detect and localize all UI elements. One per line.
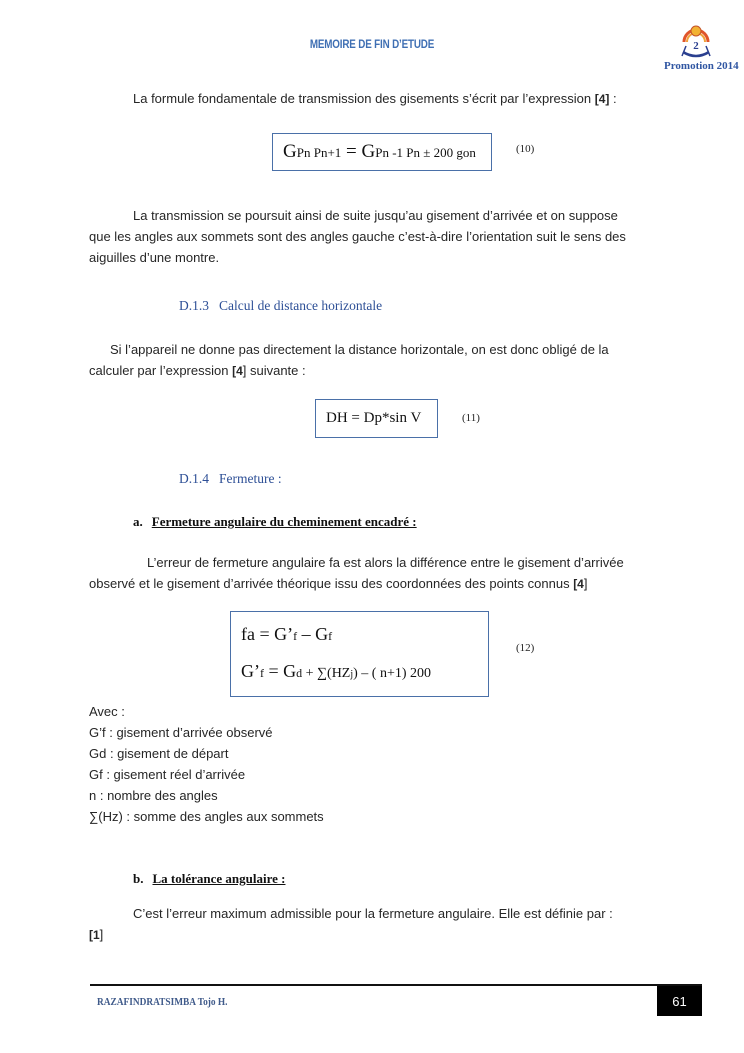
equation-number-10: (10) <box>516 143 535 155</box>
paragraph-line <box>89 573 587 595</box>
equation-11-box <box>315 399 438 438</box>
header-title: MEMOIRE DE FIN D’ETUDE <box>309 37 435 51</box>
legend-intro: Avec : <box>89 704 125 719</box>
footer-divider <box>90 984 702 986</box>
section-title: Calcul de distance horizontale <box>219 298 383 313</box>
subsection-letter: a. <box>133 514 143 529</box>
eq12-sub: f <box>260 666 264 680</box>
section-heading-d14 <box>179 471 282 487</box>
eq11-formula: DH = Dp*sin V <box>326 410 422 426</box>
eq12-part: ) – ( n+1) 200 <box>353 666 432 681</box>
page-number: 61 <box>657 986 702 1016</box>
paragraph-line: La transmission se poursuit ainsi de suite jusqu’au gisement d’arrivée et on suppose <box>133 208 618 223</box>
legend-item: G’f : gisement d’arrivée observé <box>89 725 273 740</box>
legend-item: ∑(Hz) : somme des angles aux sommets <box>89 809 324 824</box>
eq12-sub: d <box>296 666 303 680</box>
school-logo <box>678 22 714 60</box>
section-number: D.1.3 <box>179 298 209 313</box>
paragraph-text: observé et le gisement d’arrivée théorique issu des coordonnées des points connus <box>89 576 574 591</box>
paragraph-line <box>89 924 103 946</box>
paragraph-tail: : <box>609 91 617 106</box>
reference-marker: [1 <box>89 928 100 942</box>
eq10-g2: G <box>361 141 376 162</box>
reference-marker: [4 <box>232 364 243 378</box>
legend-item: Gf : gisement réel d’arrivée <box>89 767 246 782</box>
equation-10-box <box>272 133 492 171</box>
eq10-g1: G <box>283 141 297 162</box>
eq10-sub2: Pn -1 Pn ± 200 gon <box>375 145 476 160</box>
eq12-part: fa = G’ <box>241 624 294 644</box>
paragraph-text: calculer par l’expression <box>89 363 233 378</box>
reference-marker: [4] <box>594 92 610 106</box>
paragraph-tail: ] <box>583 576 588 591</box>
legend-item: Gd : gisement de départ <box>89 746 229 761</box>
paragraph-tail: ] <box>99 927 104 942</box>
eq12-part: + ∑(HZ <box>302 666 351 681</box>
paragraph-line <box>89 360 306 382</box>
section-title: Fermeture : <box>219 471 282 486</box>
eq12-sub: f <box>328 629 333 643</box>
paragraph-line: aiguilles d’une montre. <box>89 250 220 265</box>
paragraph-line: C’est l’erreur maximum admissible pour la fermeture angulaire. Elle est définie par : <box>133 906 613 921</box>
paragraph-intro-formula <box>133 88 617 110</box>
paragraph-line: L’erreur de fermeture angulaire fa est alors la différence entre le gisement d’arrivée <box>147 555 624 570</box>
footer-author: RAZAFINDRATSIMBA Tojo H. <box>97 996 228 1008</box>
eq10-equals: = <box>341 141 362 162</box>
reference-marker: [4 <box>573 577 584 591</box>
eq10-sub1: Pn Pn+1 <box>296 145 342 160</box>
promotion-label: Promotion 2014 <box>664 60 739 72</box>
paragraph-line: Si l’appareil ne donne pas directement la distance horizontale, on est donc obligé de la <box>110 342 609 357</box>
eq12-part: G’ <box>241 661 260 681</box>
subsection-letter: b. <box>133 871 144 886</box>
subsection-a <box>133 514 417 530</box>
paragraph-line: que les angles aux sommets sont des angles gauche c’est-à-dire l’orientation suit le sens des <box>89 229 626 244</box>
section-number: D.1.4 <box>179 471 209 486</box>
equation-12-box <box>230 611 489 697</box>
paragraph-text: ] suivante : <box>242 363 306 378</box>
eq12-part: = G <box>264 661 297 681</box>
eq12-sub: j <box>350 669 354 680</box>
svg-text:2: 2 <box>693 40 699 52</box>
paragraph-text: La formule fondamentale de transmission des gisements s’écrit par l’expression <box>133 91 595 106</box>
eq12-part: – G <box>297 624 329 644</box>
subsection-b <box>133 871 285 887</box>
subsection-title: La tolérance angulaire : <box>152 871 286 886</box>
section-heading-d13 <box>179 298 382 314</box>
eq12-sub: f <box>293 629 298 643</box>
subsection-title: Fermeture angulaire du cheminement encadré : <box>151 514 417 529</box>
legend-item: n : nombre des angles <box>89 788 218 803</box>
equation-number-12: (12) <box>516 642 535 654</box>
equation-number-11: (11) <box>462 412 480 424</box>
eq12-line2 <box>241 661 431 682</box>
eq12-line1 <box>241 624 332 645</box>
